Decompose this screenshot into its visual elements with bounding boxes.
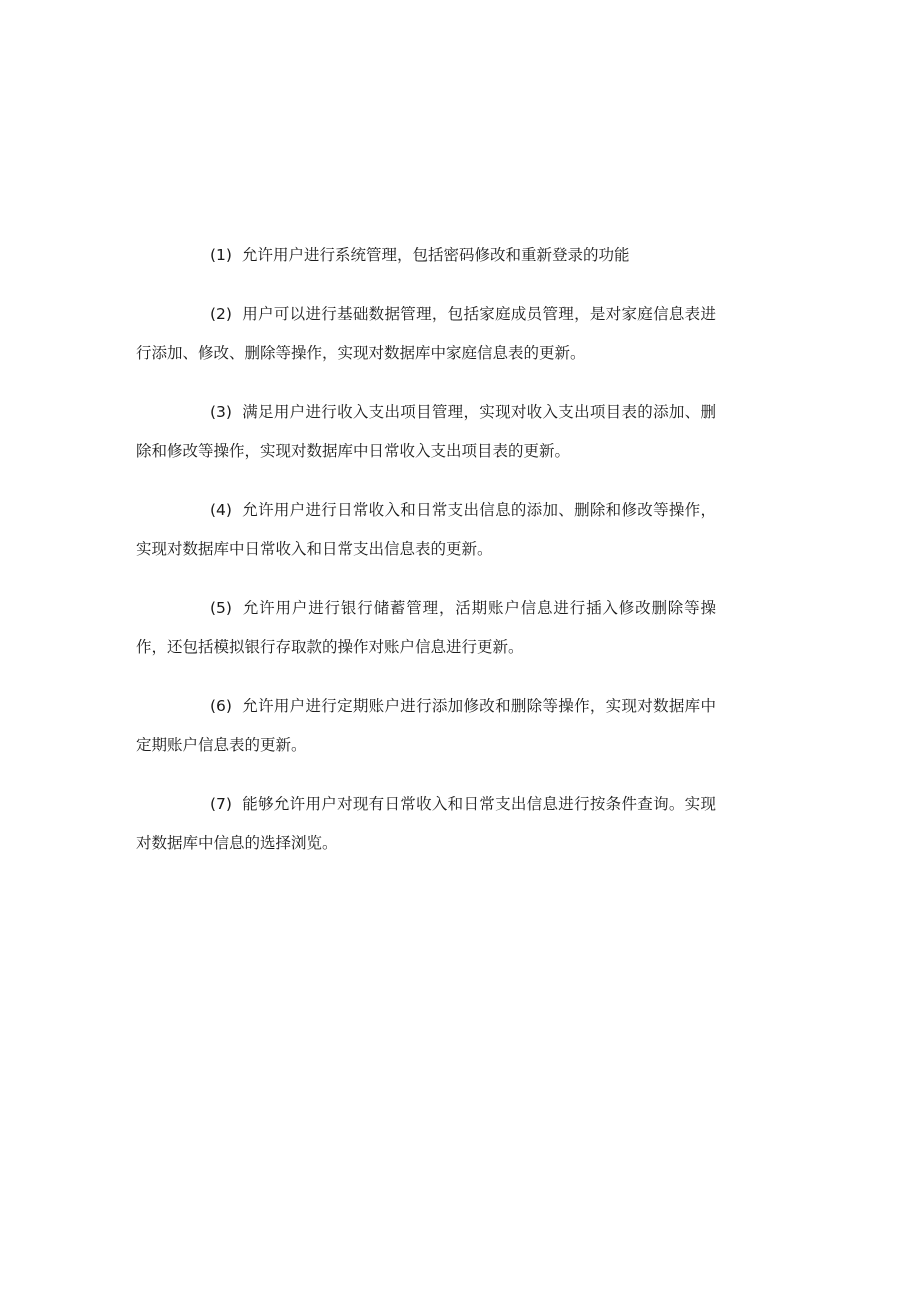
- requirement-item-1: [136, 236, 716, 275]
- requirements-list: [136, 236, 716, 883]
- requirement-number: (1): [210, 246, 232, 264]
- requirement-text: 允许用户进行定期账户进行添加修改和删除等操作，实现对数据库中定期账户信息表的更新。: [136, 697, 716, 754]
- requirement-number: (5): [210, 599, 232, 617]
- requirement-text: 允许用户进行银行储蓄管理，活期账户信息进行插入修改删除等操作，还包括模拟银行存取款的操作对账户信息进行更新。: [136, 599, 716, 656]
- requirement-text: 满足用户进行收入支出项目管理，实现对收入支出项目表的添加、删除和修改等操作，实现对数据库中日常收入支出项目表的更新。: [136, 403, 716, 460]
- requirement-item-3: [136, 393, 716, 471]
- requirement-text: 允许用户进行系统管理，包括密码修改和重新登录的功能: [241, 246, 630, 264]
- requirement-number: (2): [210, 305, 232, 323]
- requirement-item-5: [136, 589, 716, 667]
- requirement-text: 能够允许用户对现有日常收入和日常支出信息进行按条件查询。实现对数据库中信息的选择浏览。: [136, 795, 716, 852]
- requirement-number: (6): [210, 697, 232, 715]
- requirement-text: 允许用户进行日常收入和日常支出信息的添加、删除和修改等操作，实现对数据库中日常收入和日常支出信息表的更新。: [136, 501, 716, 558]
- requirement-item-2: [136, 295, 716, 373]
- requirement-number: (4): [210, 501, 232, 519]
- requirement-text: 用户可以进行基础数据管理，包括家庭成员管理，是对家庭信息表进行添加、修改、删除等操作，实现对数据库中家庭信息表的更新。: [136, 305, 716, 362]
- requirement-item-4: [136, 491, 716, 569]
- requirement-number: (7): [210, 795, 232, 813]
- requirement-number: (3): [210, 403, 232, 421]
- requirement-item-6: [136, 687, 716, 765]
- requirement-item-7: [136, 785, 716, 863]
